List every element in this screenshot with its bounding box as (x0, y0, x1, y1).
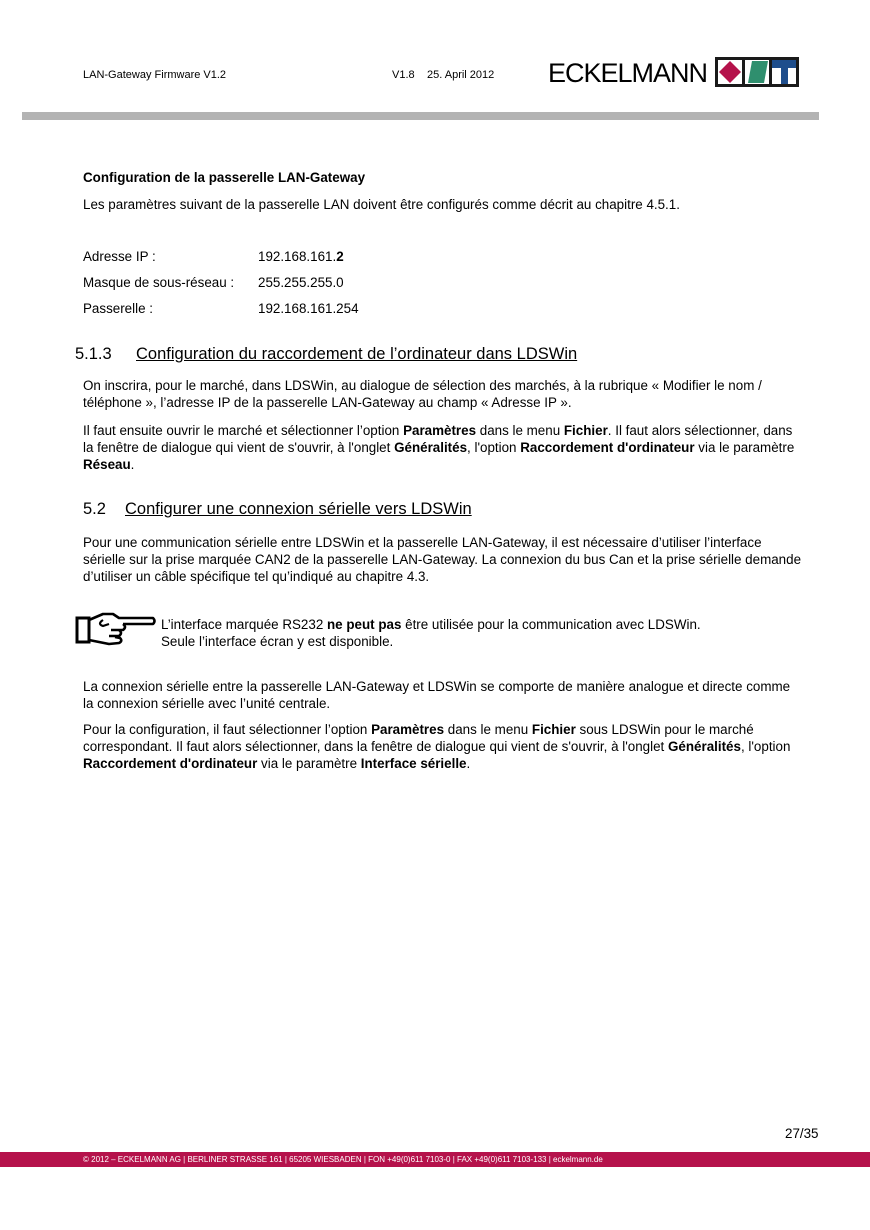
section-513-heading (75, 344, 815, 366)
section-52-number: 5.2 (83, 500, 106, 518)
note-text: L’interface marquée RS232 ne peut pas être utilisée pour la communication avec LDSWin. Seule l’interface écran y est disponible. (161, 617, 701, 649)
logo-text: ECKELMANN (548, 58, 708, 88)
section-52-paragraph-2: La connexion sérielle entre la passerelle LAN-Gateway et LDSWin se comporte de manière analogue et directe comme la connexion sérielle avec l’unité centrale. (83, 679, 791, 711)
gateway-value: 192.168.161.254 (258, 301, 359, 316)
section-52-heading (83, 499, 803, 521)
section-52-paragraph-3: Pour la configuration, il faut sélectionner l’option Paramètres dans le menu Fichier sous LDSWin pour le marché correspondant. Il faut alors sélectionner, dans la fenêtre de dialogue qui vient de s'ouvrir, à l'onglet Généralités, l'option Raccordement d'ordinateur via le paramètre Interface sérielle. (83, 722, 791, 771)
mask-label: Masque de sous-réseau : (83, 275, 235, 290)
section-52-paragraph-1: Pour une communication sérielle entre LDSWin et la passerelle LAN-Gateway, il est nécessaire d’utiliser l’interface sérielle sur la prise marquée CAN2 de la passerelle LAN-Gateway. La connexion du bus Can et la prise sérielle demande d’utiliser un câble spécifique tel qu’indiqué au chapitre 4.3. (83, 535, 802, 584)
section-513-number: 5.1.3 (75, 345, 112, 363)
footer-text: © 2012 – ECKELMANN AG | BERLINER STRASSE 161 | 65205 WIESBADEN | FON +49(0)611 7103-0 | FAX +49(0)611 7103-133 | eckelmann.de (83, 1155, 603, 1164)
mask-value: 255.255.255.0 (258, 275, 344, 290)
section-513-title: Configuration du raccordement de l’ordinateur dans LDSWin (136, 345, 578, 363)
ip-label: Adresse IP : (83, 249, 156, 264)
config-intro: Les paramètres suivant de la passerelle LAN doivent être configurés comme décrit au chapitre 4.5.1. (83, 197, 680, 212)
config-title: Configuration de la passerelle LAN-Gateway (83, 170, 366, 185)
header-date: 25. April 2012 (427, 69, 495, 81)
page-number: 27/35 (785, 1126, 819, 1141)
section-513-paragraph-2: Il faut ensuite ouvrir le marché et sélectionner l’option Paramètres dans le menu Fichier. Il faut alors sélectionner, dans la fenêtre de dialogue qui vient de s'ouvrir, à l'onglet Généralités, l'option Raccordement d'ordinateur via le paramètre Réseau. (83, 423, 795, 472)
header-divider (22, 112, 819, 120)
ip-value: 192.168.161.2 (258, 249, 344, 264)
section-513-paragraph-1: On inscrira, pour le marché, dans LDSWin, au dialogue de sélection des marchés, à la rubrique « Modifier le nom / téléphone », l’adresse IP de la passerelle LAN-Gateway au champ « Adresse IP ». (83, 378, 762, 410)
section-52-title: Configurer une connexion sérielle vers LDSWin (125, 500, 472, 518)
header-version: V1.8 (392, 69, 415, 81)
header-doc-title: LAN-Gateway Firmware V1.2 (83, 69, 227, 81)
pointing-hand-icon (75, 608, 157, 650)
eckelmann-logo-icon (715, 57, 799, 87)
gateway-label: Passerelle : (83, 301, 153, 316)
